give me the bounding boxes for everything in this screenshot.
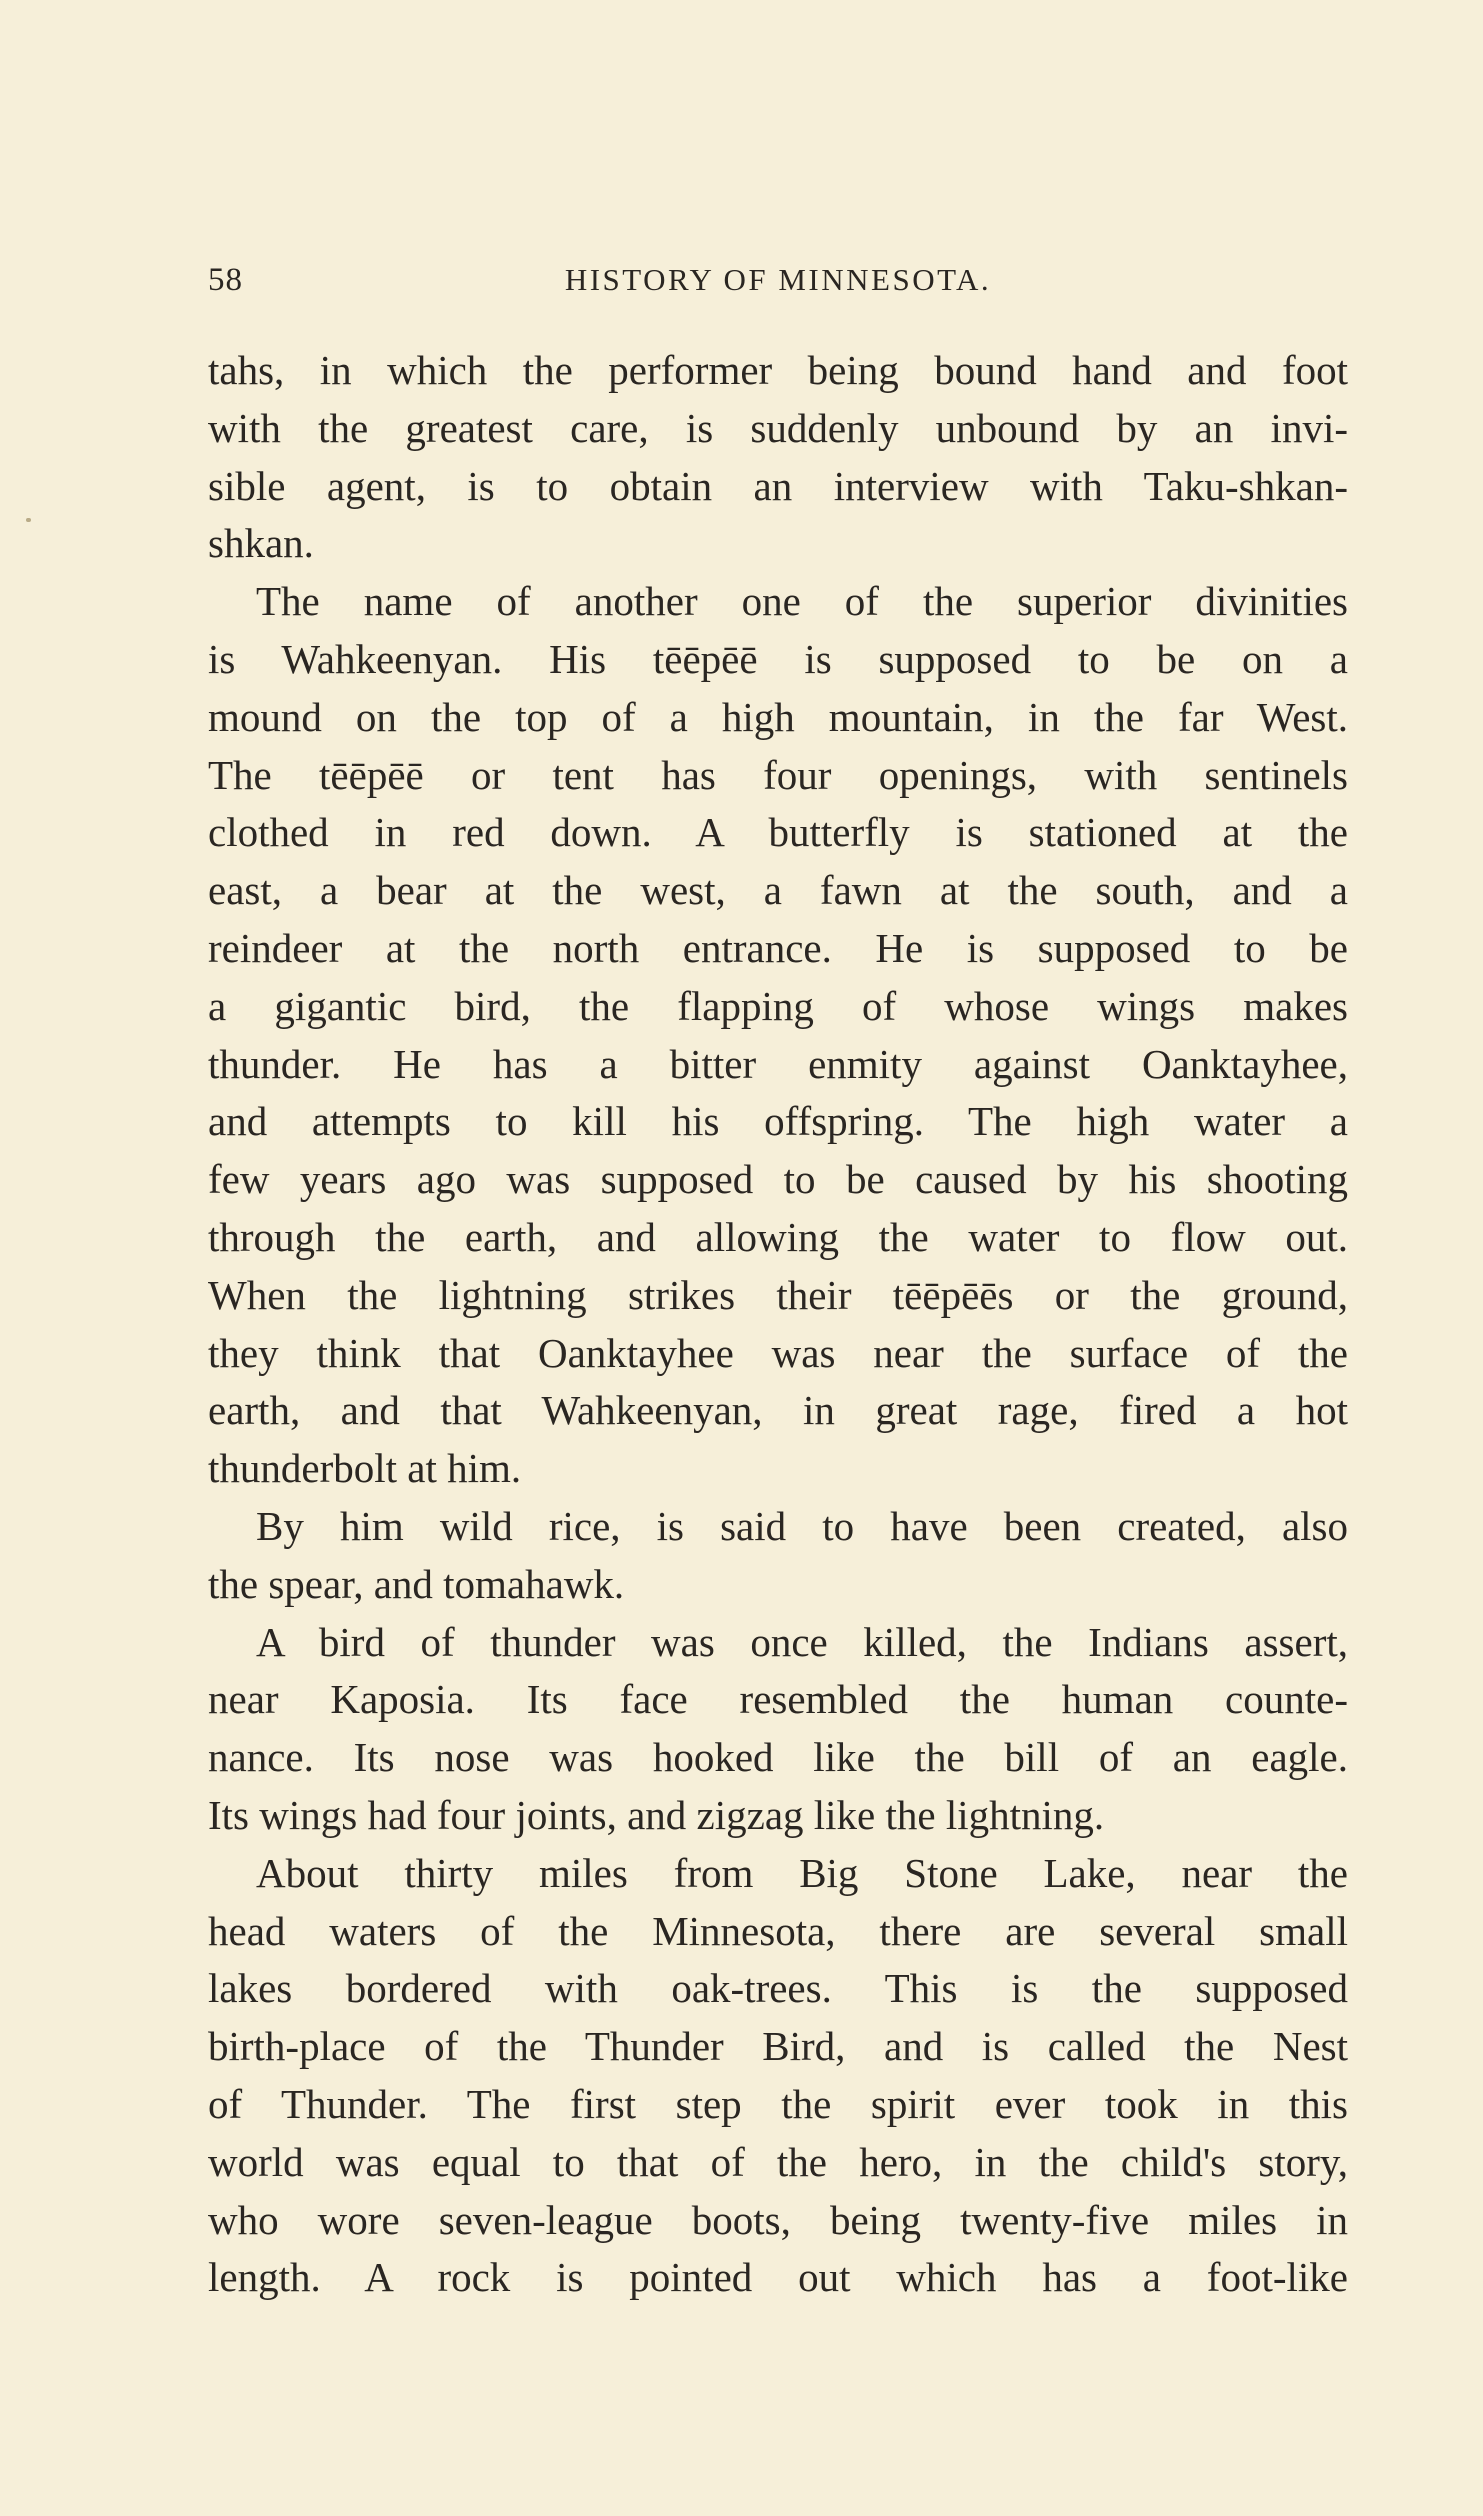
page-number: 58 [208, 262, 243, 298]
text-line: earth, and that Wahkeenyan, in great rage, fired a hot [208, 1387, 1348, 1434]
text-line: Its wings had four joints, and zigzag like the lightning. [208, 1791, 1105, 1838]
text-line: lakes bordered with oak-trees. This is the supposed [208, 1965, 1348, 2012]
text-line: thunder. He has a bitter enmity against Oanktayhee, [208, 1040, 1348, 1087]
text-line: and attempts to kill his offspring. The high water a [208, 1098, 1348, 1145]
text-line: When the lightning strikes their tēēpēēs or the ground, [208, 1271, 1348, 1318]
text-line: sible agent, is to obtain an interview with Taku-shkan- [208, 462, 1348, 509]
text-line: birth-place of the Thunder Bird, and is called the Nest [208, 2023, 1348, 2070]
text-line: the spear, and tomahawk. [208, 1560, 625, 1607]
text-line: The name of another one of the superior divinities [256, 578, 1348, 625]
text-line: world was equal to that of the hero, in the child's story, [208, 2138, 1348, 2185]
text-line: head waters of the Minnesota, there are several small [208, 1907, 1348, 1954]
text-line: nance. Its nose was hooked like the bill of an eagle. [208, 1734, 1348, 1781]
text-line: length. A rock is pointed out which has a foot-like [208, 2254, 1348, 2301]
text-line: clothed in red down. A butterfly is stationed at the [208, 809, 1348, 856]
text-line: few years ago was supposed to be caused by his shooting [208, 1156, 1348, 1203]
text-line: east, a bear at the west, a fawn at the south, and a [208, 867, 1348, 914]
text-line: By him wild rice, is said to have been created, also [256, 1502, 1348, 1549]
paper-speck [26, 518, 31, 522]
text-line: shkan. [208, 520, 314, 567]
text-line: through the earth, and allowing the water to flow out. [208, 1213, 1348, 1260]
body-text [208, 342, 1348, 2307]
text-line: About thirty miles from Big Stone Lake, near the [256, 1849, 1348, 1896]
text-line: a gigantic bird, the flapping of whose wings makes [208, 982, 1348, 1029]
text-line: tahs, in which the performer being bound hand and foot [208, 347, 1348, 393]
text-line: is Wahkeenyan. His tēēpēē is supposed to be on a [208, 635, 1348, 682]
running-head-title: HISTORY OF MINNESOTA. [564, 262, 992, 297]
text-line: with the greatest care, is suddenly unbound by an invi- [208, 404, 1348, 451]
text-line: of Thunder. The first step the spirit ever took in this [208, 2080, 1348, 2127]
text-line: near Kaposia. Its face resembled the human counte- [208, 1676, 1348, 1723]
text-line: they think that Oanktayhee was near the surface of the [208, 1329, 1348, 1376]
running-head [208, 262, 1348, 312]
text-line: who wore seven-league boots, being twenty-five miles in [208, 2196, 1348, 2243]
text-line: mound on the top of a high mountain, in the far West. [208, 693, 1348, 740]
text-line: A bird of thunder was once killed, the Indians assert, [256, 1618, 1348, 1665]
text-line: reindeer at the north entrance. He is supposed to be [208, 924, 1348, 971]
text-line: The tēēpēē or tent has four openings, with sentinels [208, 751, 1348, 798]
text-line: thunderbolt at him. [208, 1445, 522, 1492]
